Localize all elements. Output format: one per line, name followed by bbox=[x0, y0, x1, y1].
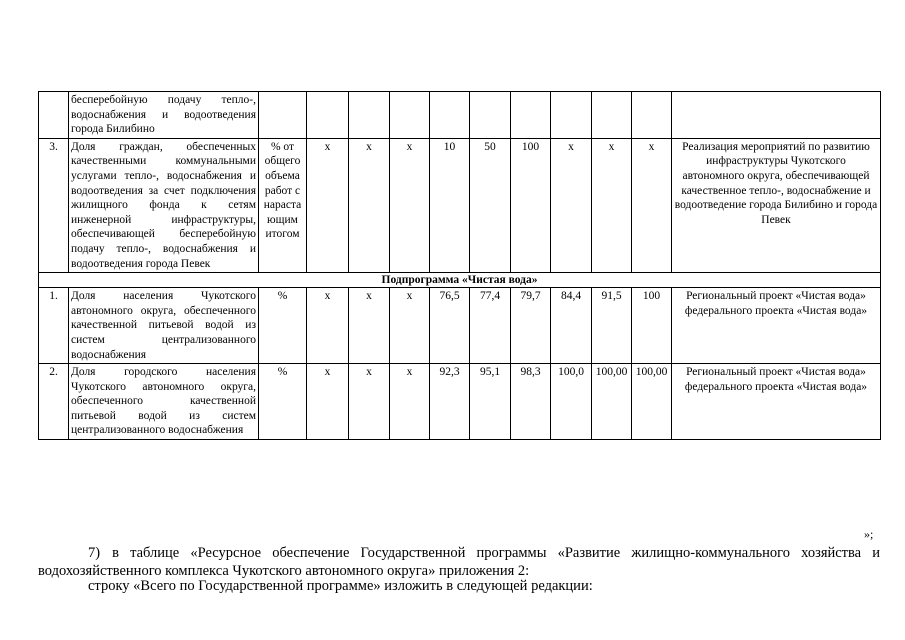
related-project: Региональный проект «Чистая вода» федерального проекта «Чистая вода» bbox=[672, 364, 881, 440]
indicator-value bbox=[632, 92, 672, 139]
indicator-value: 100,0 bbox=[551, 364, 592, 440]
indicator-name: Доля городского населения Чукотского автономного округа, обеспеченного качественной питьевой водой из систем централизованного водоснабжения bbox=[69, 364, 259, 440]
indicator-value: 91,5 bbox=[592, 288, 632, 364]
paragraph-7-text: в таблице «Ресурсное обеспечение Государственной программы «Развитие жилищно-коммунального хозяйства и водохозяйственного комплекса Чукотского автономного округа» приложения 2: bbox=[38, 545, 880, 579]
indicator-value: 92,3 bbox=[430, 364, 470, 440]
table-row bbox=[39, 92, 881, 139]
indicator-value bbox=[511, 92, 551, 139]
indicator-value bbox=[592, 92, 632, 139]
indicator-value bbox=[349, 92, 390, 139]
indicator-value: 84,4 bbox=[551, 288, 592, 364]
indicator-value bbox=[430, 92, 470, 139]
related-project: Региональный проект «Чистая вода» федерального проекта «Чистая вода» bbox=[672, 288, 881, 364]
related-project bbox=[672, 92, 881, 139]
row-number: 3. bbox=[39, 138, 69, 272]
subprogram-header-row bbox=[39, 273, 881, 288]
indicator-value: х bbox=[349, 288, 390, 364]
unit-of-measure: % от общего объема работ с нарастающим итогом bbox=[259, 138, 307, 272]
indicator-value: х bbox=[390, 138, 430, 272]
indicator-value bbox=[470, 92, 511, 139]
indicator-value: х bbox=[632, 138, 672, 272]
indicator-value bbox=[551, 92, 592, 139]
unit-of-measure bbox=[259, 92, 307, 139]
indicator-value: 100 bbox=[511, 138, 551, 272]
indicator-value: 77,4 bbox=[470, 288, 511, 364]
table-row bbox=[39, 364, 881, 440]
indicator-name: Доля граждан, обеспеченных качественными коммунальными услугами тепло-, водоснабжения и водоотведения за счет подключения жилищного фонда к сетям инженерной инфраструктуры, обеспечивающей бесперебойную подачу тепло-, водоснабжения и водоотведения города Певек bbox=[69, 138, 259, 272]
indicator-value: х bbox=[390, 364, 430, 440]
indicator-name: бесперебойную подачу тепло-, водоснабжения и водоотведения города Билибино bbox=[69, 92, 259, 139]
indicator-value: х bbox=[307, 288, 349, 364]
indicator-value: х bbox=[592, 138, 632, 272]
indicators-table bbox=[38, 91, 881, 440]
indicator-value: 100,00 bbox=[632, 364, 672, 440]
unit-of-measure: % bbox=[259, 288, 307, 364]
indicator-value: 100 bbox=[632, 288, 672, 364]
indicator-name: Доля населения Чукотского автономного округа, обеспеченного качественной питьевой водой из систем централизованного водоснабжения bbox=[69, 288, 259, 364]
amendment-paragraph-7 bbox=[38, 544, 880, 580]
indicator-value: х bbox=[349, 364, 390, 440]
indicator-value: 50 bbox=[470, 138, 511, 272]
indicator-value: х bbox=[551, 138, 592, 272]
subprogram-title: Подпрограмма «Чистая вода» bbox=[39, 273, 881, 288]
indicator-value: х bbox=[390, 288, 430, 364]
row-number: 1. bbox=[39, 288, 69, 364]
indicator-value: х bbox=[307, 364, 349, 440]
indicator-value bbox=[307, 92, 349, 139]
closing-quote-mark: »; bbox=[864, 527, 874, 541]
indicator-value: х bbox=[349, 138, 390, 272]
indicator-value: 76,5 bbox=[430, 288, 470, 364]
indicator-value: 95,1 bbox=[470, 364, 511, 440]
amendment-instruction: строку «Всего по Государственной программе» изложить в следующей редакции: bbox=[88, 578, 593, 594]
indicator-value: х bbox=[307, 138, 349, 272]
indicator-value: 100,00 bbox=[592, 364, 632, 440]
indicator-value bbox=[390, 92, 430, 139]
indicator-value: 10 bbox=[430, 138, 470, 272]
row-number: 2. bbox=[39, 364, 69, 440]
table-row bbox=[39, 138, 881, 272]
indicator-value: 98,3 bbox=[511, 364, 551, 440]
related-project: Реализация мероприятий по развитию инфраструктуры Чукотского автономного округа, обеспечивающей качественное тепло-, водоснабжение и водоотведение города Билибино и города Певек bbox=[672, 138, 881, 272]
indicator-value: 79,7 bbox=[511, 288, 551, 364]
row-number bbox=[39, 92, 69, 139]
item-number: 7) bbox=[88, 545, 101, 561]
table-row bbox=[39, 288, 881, 364]
unit-of-measure: % bbox=[259, 364, 307, 440]
